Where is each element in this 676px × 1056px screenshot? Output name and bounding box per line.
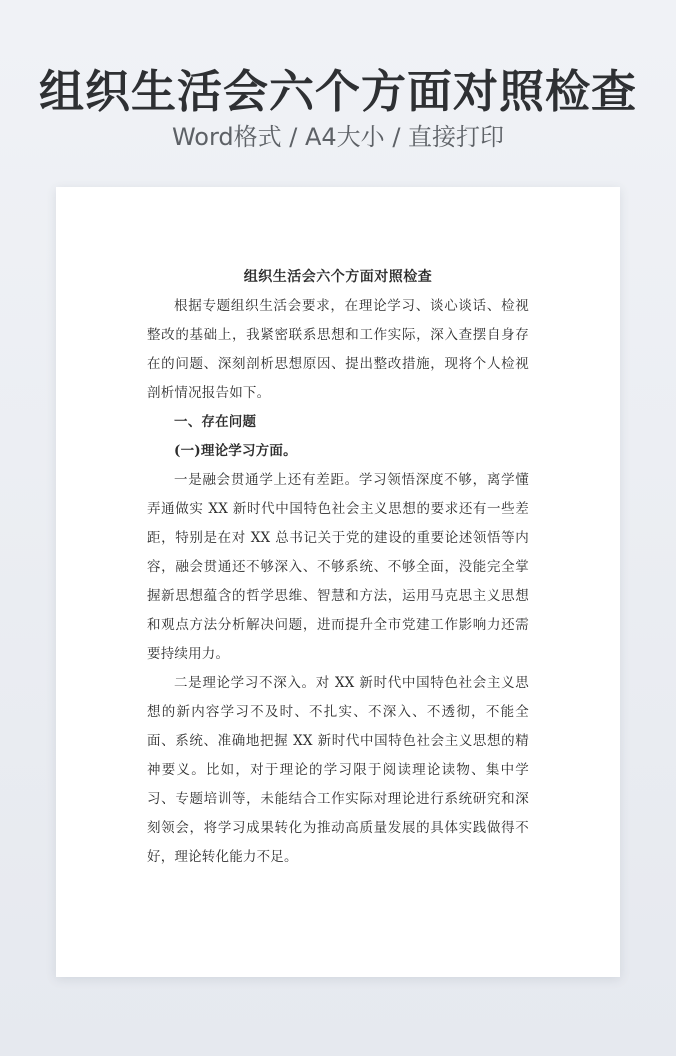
document-content: [147, 267, 529, 872]
subsection-heading: (一)理论学习方面。: [174, 443, 297, 459]
body-paragraph-2: 二是理论学习不深入。对 XX 新时代中国特色社会主义思想的新内容学习不及时、不扎实、不深入、不透彻，不能全面、系统、准确地把握 XX 新时代中国特色社会主义思想的精神要义。比如，对于理论的学习限于阅读理论读物、集中学习、专题培训等，未能结合工作实际对理论进行系统研究和深刻领会，将学习成果转化为推动高质量发展的具体实践做得不好，理论转化能力不足。: [147, 675, 529, 865]
intro-paragraph: 根据专题组织生活会要求，在理论学习、谈心谈话、检视整改的基础上，我紧密联系思想和工作实际，深入查摆自身存在的问题、深刻剖析思想原因、提出整改措施，现将个人检视剖析情况报告如下。: [147, 298, 529, 401]
banner-subtitle: Word格式 / A4大小 / 直接打印: [171, 123, 505, 151]
banner-title: 组织生活会六个方面对照检查: [38, 65, 637, 118]
section-heading: 一、存在问题: [174, 414, 257, 430]
body-paragraph-1: 一是融会贯通学上还有差距。学习领悟深度不够，离学懂弄通做实 XX 新时代中国特色社会主义思想的要求还有一些差距，特别是在对 XX 总书记关于党的建设的重要论述领悟等内容，融会贯通还不够深入、不够系统、不够全面，没能完全掌握新思想蕴含的哲学思维、智慧和方法，运用马克思主义思想和观点方法分析解决问题，进而提升全市党建工作影响力还需要持续用力。: [147, 472, 529, 662]
document-page: [56, 187, 620, 977]
document-title: 组织生活会六个方面对照检查: [243, 269, 433, 285]
